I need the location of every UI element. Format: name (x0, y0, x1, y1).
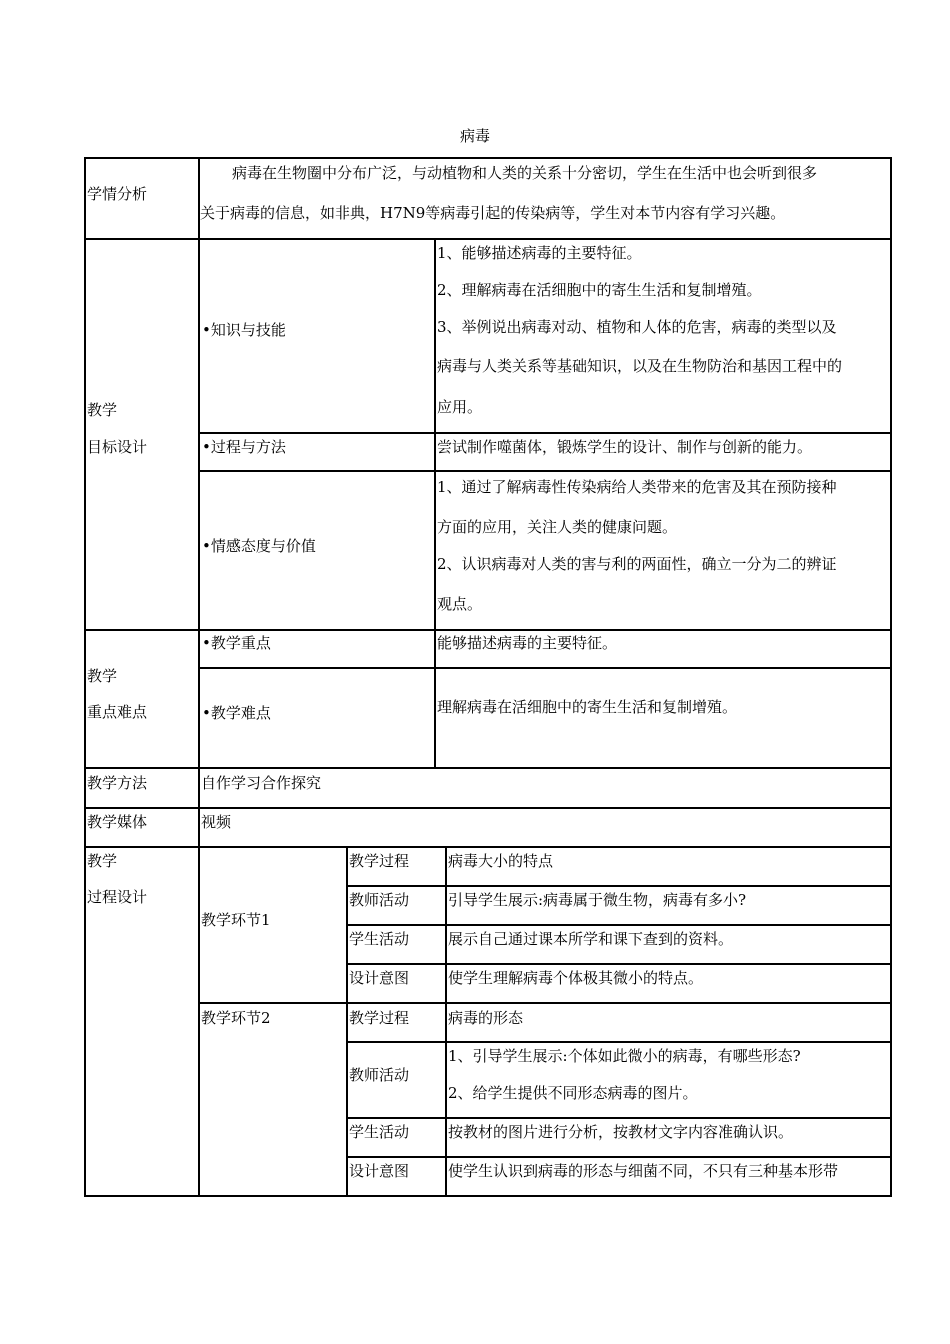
row-text: 使学生理解病毒个体极其微小的特点。 (448, 969, 704, 987)
teaching-difficulty-label: •教学难点 (202, 704, 271, 722)
table-rule (84, 767, 892, 769)
process-methods-label: •过程与方法 (202, 438, 286, 456)
row-text: 按教材的图片进行分析，按教材文字内容准确认识。 (448, 1123, 794, 1141)
table-rule (84, 157, 892, 159)
row-label: 设计意图 (349, 1162, 410, 1180)
knowledge-skills-label: •知识与技能 (202, 321, 286, 339)
row-text: 展示自己通过课本所学和课下查到的资料。 (448, 930, 734, 948)
table-rule (84, 157, 86, 1197)
section2-label: 教学环节2 (201, 1009, 271, 1027)
key-points-label: 重点难点 (87, 703, 148, 721)
table-rule (84, 1195, 892, 1197)
table-rule (346, 1156, 892, 1158)
table-rule (84, 807, 892, 809)
row-label: 设计意图 (349, 969, 410, 987)
learning-analysis-text: 病毒在生物圈中分布广泛，与动植物和人类的关系十分密切，学生在生活中也会听到很多 (232, 164, 818, 182)
table-rule (346, 963, 892, 965)
row-text: 引导学生展示:病毒属于微生物，病毒有多小? (448, 891, 747, 909)
table-rule (198, 157, 200, 1197)
table-rule (346, 1041, 892, 1043)
teaching-difficulty-text: 理解病毒在活细胞中的寄生生活和复制增殖。 (437, 698, 738, 716)
emotion-values-text: 观点。 (437, 595, 483, 613)
table-rule (198, 667, 892, 669)
learning-analysis-label: 学情分析 (87, 185, 148, 203)
table-rule (346, 1117, 892, 1119)
row-text: 使学生认识到病毒的形态与细菌不同，不只有三种基本形带 (448, 1162, 839, 1180)
teaching-method-label: 教学方法 (87, 774, 148, 792)
knowledge-skills-text: 病毒与人类关系等基础知识，以及在生物防治和基因工程中的 (437, 357, 843, 375)
emotion-values-text: 1、通过了解病毒性传染病给人类带来的危害及其在预防接种 (437, 478, 837, 496)
process-design-label: 过程设计 (87, 888, 148, 906)
knowledge-skills-text: 3、举例说出病毒对动、植物和人体的危害，病毒的类型以及 (437, 318, 837, 336)
table-rule (445, 846, 447, 1197)
table-rule (198, 470, 892, 472)
emotion-values-label: •情感态度与价值 (202, 537, 316, 555)
row-text: 2、给学生提供不同形态病毒的图片。 (448, 1084, 698, 1102)
row-label: 教师活动 (349, 1066, 410, 1084)
row-label: 教学过程 (349, 852, 410, 870)
row-label: 学生活动 (349, 1123, 410, 1141)
teaching-method-text: 自作学习合作探究 (201, 774, 322, 792)
teaching-media-label: 教学媒体 (87, 813, 148, 831)
row-text: 1、引导学生展示:个体如此微小的病毒，有哪些形态? (448, 1047, 801, 1065)
row-label: 学生活动 (349, 930, 410, 948)
document-title: 病毒 (459, 127, 490, 145)
table-rule (346, 924, 892, 926)
row-label: 教师活动 (349, 891, 410, 909)
emotion-values-text: 方面的应用，关注人类的健康问题。 (437, 518, 678, 536)
table-rule (84, 629, 892, 631)
section1-label: 教学环节1 (201, 911, 271, 929)
process-design-label: 教学 (87, 852, 118, 870)
table-rule (198, 432, 892, 434)
row-text: 病毒大小的特点 (448, 852, 554, 870)
table-rule (346, 846, 348, 1197)
process-methods-text: 尝试制作噬菌体，锻炼学生的设计、制作与创新的能力。 (437, 438, 813, 456)
table-rule (346, 885, 892, 887)
key-points-label: 教学 (87, 667, 118, 685)
objectives-label: 教学 (87, 401, 118, 419)
table-rule (890, 157, 892, 1197)
objectives-label: 目标设计 (87, 438, 148, 456)
knowledge-skills-text: 1、能够描述病毒的主要特征。 (437, 244, 642, 262)
teaching-media-text: 视频 (201, 813, 232, 831)
table-rule (84, 846, 892, 848)
row-label: 教学过程 (349, 1009, 410, 1027)
knowledge-skills-text: 应用。 (437, 398, 483, 416)
emotion-values-text: 2、认识病毒对人类的害与利的两面性，确立一分为二的辨证 (437, 555, 837, 573)
knowledge-skills-text: 2、理解病毒在活细胞中的寄生生活和复制增殖。 (437, 281, 762, 299)
table-rule (434, 238, 436, 769)
table-rule (84, 238, 892, 240)
row-text: 病毒的形态 (448, 1009, 524, 1027)
table-rule (198, 1002, 892, 1004)
learning-analysis-text: 关于病毒的信息，如非典，H7N9等病毒引起的传染病等，学生对本节内容有学习兴趣。 (200, 204, 786, 222)
teaching-focus-text: 能够描述病毒的主要特征。 (437, 634, 618, 652)
teaching-focus-label: •教学重点 (202, 634, 271, 652)
